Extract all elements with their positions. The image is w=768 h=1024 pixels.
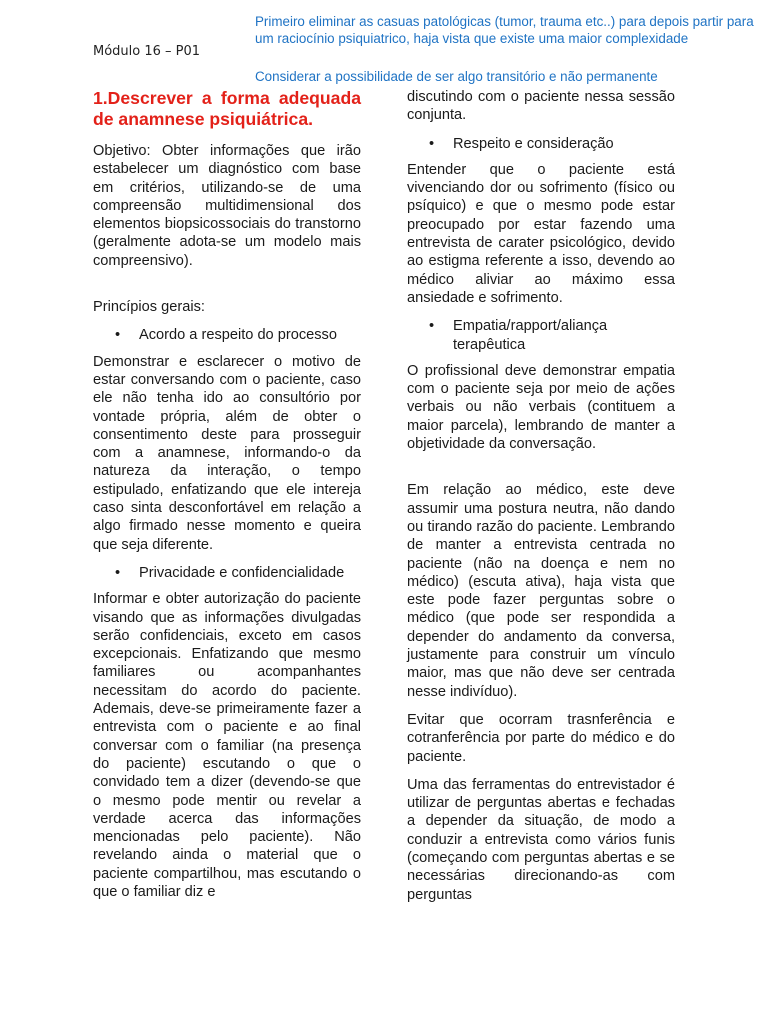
spacer	[93, 280, 361, 298]
bullet-empathy: • Empatia/rapport/aliança terapêutica	[407, 317, 675, 354]
principles-heading: Princípios gerais:	[93, 299, 205, 316]
objective-paragraph: Objetivo: Obter informações que irão estabelecer um diagnóstico com base em critérios, utilizando-se de uma compreensão multidimensional dos elementos biopsicossociais do transtorno (geralmente adota-se um modelo mais compreensivo).	[93, 143, 361, 269]
questions-paragraph: Uma das ferramentas do entrevistador é utilizar de perguntas abertas e fechadas a depender da situação, de modo a conduzir a entrevista como vários funis (começando com perguntas abertas e se necessárias direcionando-as com perguntas	[407, 776, 675, 903]
section-title: 1.Descrever a forma adequada de anamnese psiquiátrica.	[93, 88, 361, 129]
respect-paragraph: Entender que o paciente está vivenciando dor ou sofrimento (físico ou psíquico) e que o mesmo pode estar preocupado por estar fazendo uma entrevista de carater psicológico, devido ao estigma referente a isso, devendo ao médico aliviar ao máximo essa ansiedade e sofrimento.	[407, 161, 675, 306]
transference-paragraph: Evitar que ocorram trasnferência e cotranferência por parte do médico e do paciente.	[407, 711, 675, 765]
bullet-list-4	[407, 317, 675, 354]
margin-comment-1: Primeiro eliminar as casuas patológicas (tumor, trauma etc..) para depois partir para um raciocínio psiquiatrico, haja vista que existe uma maior complexidade	[255, 14, 754, 46]
continuation-paragraph: discutindo com o paciente nessa sessão conjunta.	[407, 89, 675, 124]
privacy-paragraph: Informar e obter autorização do paciente visando que as informações divulgadas serão confidenciais, exceto em casos excepcionais. Enfatizando que mesmo familiares ou acompanhantes necessitam do acordo do paciente. Ademais, deve-se primeiramente fazer a entrevista com o paciente e ao final conversar com o familiar (na presença do paciente) escutando o que o convidado tem a dizer (devendo-se que o mesmo pode mentir ou revelar a verdade acerca das informações mencionadas pelo paciente). Não revelando ainda o material que o paciente compartilhou, mas escutando o que o familiar diz e	[93, 591, 361, 900]
bullet-list-3	[407, 135, 675, 153]
doctor-paragraph: Em relação ao médico, este deve assumir uma postura neutra, não dando ou tirando razão do paciente. Lembrando de manter a entrevista centrada no paciente (não na doença e nem no médico) (escuta ativa), haja vista que este pode fazer perguntas sobre o médico (que pode ser respondida a depender do andamento da conversa, justamente para construir um vínculo maior, mas que não deve ser centrada nesse indivíduo).	[407, 482, 675, 700]
module-label: Módulo 16 – P01	[93, 44, 201, 59]
bullet-list-1	[93, 326, 361, 344]
right-column	[407, 88, 675, 914]
bullet-privacy: • Privacidade e confidencialidade	[93, 564, 361, 582]
spacer	[407, 463, 675, 481]
bullet-agreement: • Acordo a respeito do processo	[93, 326, 361, 344]
empathy-paragraph: O profissional deve demonstrar empatia com o paciente seja por meio de ações verbais ou não verbais (contituem a maior parcela), lembrando de manter a objetividade da conversação.	[407, 362, 675, 453]
margin-comment-2: Considerar a possibilidade de ser algo transitório e não permanente	[255, 69, 658, 84]
agreement-paragraph: Demonstrar e esclarecer o motivo de estar conversando com o paciente, caso ele não tenha ido ao consultório por vontade própria, além de obter o consentimento deste para prosseguir com a anamnese, informando-o da natureza da interação, o tempo estipulado, enfatizando que ele intereja caso sinta desconfortável em relação a algo firmado nesse momento e queira que seja diferente.	[93, 353, 361, 553]
left-column	[93, 88, 361, 911]
bullet-respect: • Respeito e consideração	[407, 135, 675, 153]
bullet-list-2	[93, 564, 361, 582]
